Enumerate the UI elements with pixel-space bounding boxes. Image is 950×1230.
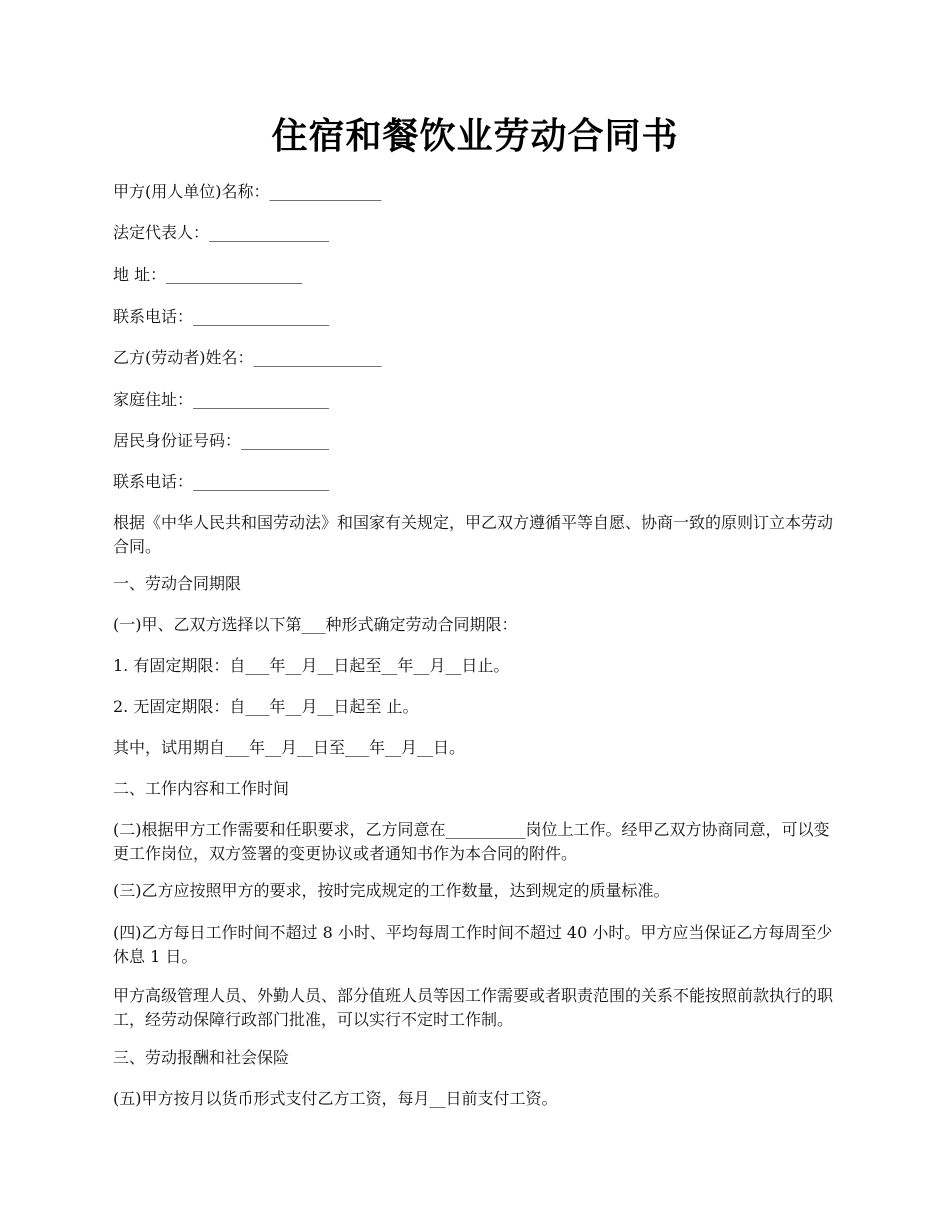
field-party-a-name: 甲方(用人单位)名称：______________ (113, 182, 382, 201)
field-address: 地 址：_________________ (113, 265, 303, 284)
field-party-b-name: 乙方(劳动者)姓名：________________ (113, 348, 382, 367)
clause-4: (四)乙方每日工作时间不超过 8 小时、平均每周工作时间不超过 40 小时。甲方应当保证乙方每周至少休息 1 日。 (113, 923, 833, 966)
field-party-b-phone: 联系电话：_________________ (113, 472, 330, 491)
clause-open-term: 2. 无固定期限：自___年__月__日起至 止。 (113, 697, 419, 716)
field-id-number: 居民身份证号码：___________ (113, 431, 330, 450)
preamble-paragraph: 根据《中华人民共和国劳动法》和国家有关规定，甲乙双方遵循平等自愿、协商一致的原则订立本劳动合同。 (113, 513, 834, 556)
clause-3: (三)乙方应按照甲方的要求，按时完成规定的工作数量，达到规定的质量标准。 (113, 881, 670, 900)
section-heading-remuneration: 三、劳动报酬和社会保险 (113, 1048, 290, 1067)
field-party-a-phone: 联系电话：_________________ (113, 307, 330, 326)
field-home-address: 家庭住址：_________________ (113, 390, 330, 409)
clause-probation: 其中，试用期自___年__月__日至___年__月__日。 (113, 738, 466, 757)
field-legal-representative: 法定代表人：_______________ (113, 223, 330, 242)
section-heading-contract-term: 一、劳动合同期限 (113, 574, 242, 593)
clause-1: (一)甲、乙双方选择以下第___种形式确定劳动合同期限： (113, 615, 518, 634)
clause-5: (五)甲方按月以货币形式支付乙方工资，每月__日前支付工资。 (113, 1089, 558, 1108)
document-title: 住宿和餐饮业劳动合同书 (271, 115, 679, 157)
section-heading-work-content: 二、工作内容和工作时间 (113, 779, 290, 798)
clause-fixed-term: 1. 有固定期限：自___年__月__日起至__年__月__日止。 (113, 656, 510, 675)
clause-flexible-hours: 甲方高级管理人员、外勤人员、部分值班人员等因工作需要或者职责范围的关系不能按照前款执行的职工，经劳动保障行政部门批准，可以实行不定时工作制。 (113, 986, 834, 1029)
clause-2: (二)根据甲方工作需要和任职要求，乙方同意在__________岗位上工作。经甲乙双方协商同意，可以变更工作岗位，双方签署的变更协议或者通知书作为本合同的附件。 (113, 820, 830, 863)
